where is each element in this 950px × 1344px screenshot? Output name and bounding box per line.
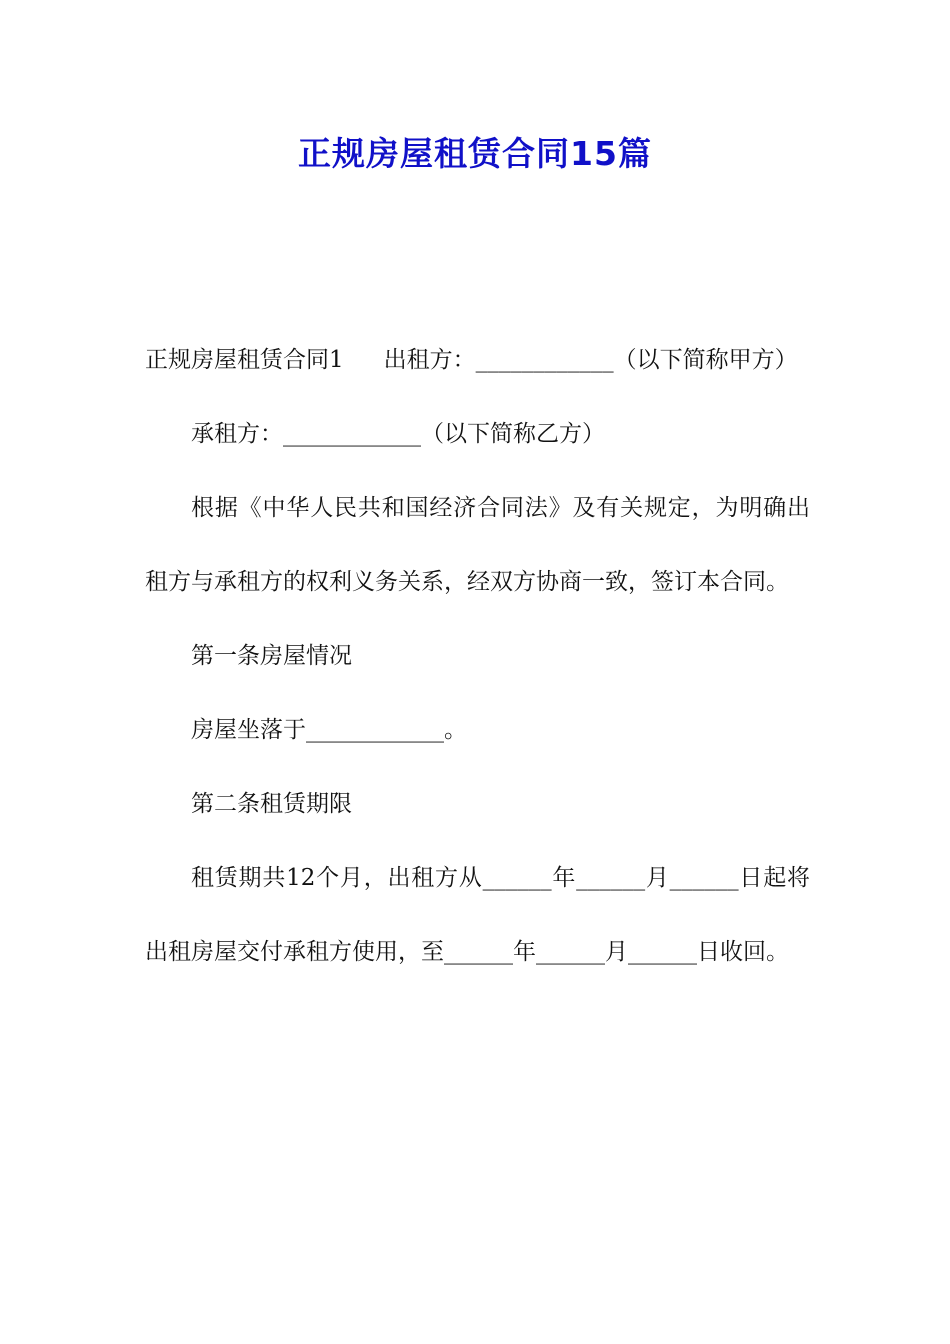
lease-term: 租赁期共12个月，出租方从______年______月______日起将出租房屋交付承租方使用，至______年______月______日收回。 <box>145 865 810 965</box>
contract-heading: 正规房屋租赁合同1 <box>145 347 344 373</box>
paragraph-intro <box>145 323 810 397</box>
house-location: 房屋坐落于____________。 <box>191 717 467 743</box>
lessor-line: 出租方：____________（以下简称甲方） <box>383 347 798 373</box>
lessee-line: 承租方：____________（以下简称乙方） <box>191 421 605 447</box>
document-body <box>145 323 810 989</box>
article-1-heading: 第一条房屋情况 <box>191 643 352 669</box>
article-2-heading: 第二条租赁期限 <box>191 791 352 817</box>
document-title: 正规房屋租赁合同15篇 <box>298 134 652 173</box>
paragraph-basis: 根据《中华人民共和国经济合同法》及有关规定，为明确出租方与承租方的权利义务关系，经双方协商一致，签订本合同。 <box>145 495 810 595</box>
